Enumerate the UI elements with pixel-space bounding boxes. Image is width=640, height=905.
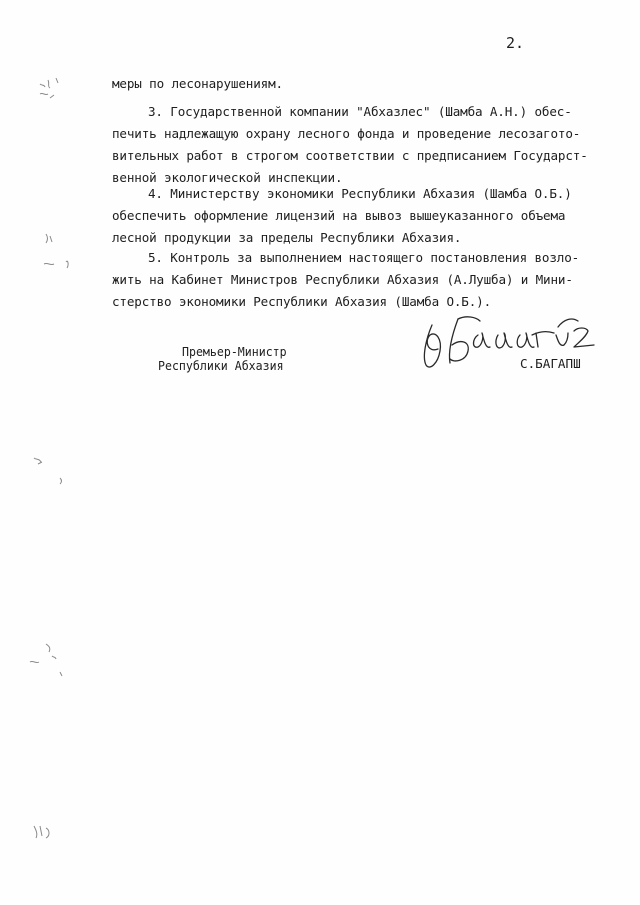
margin-scan-mark bbox=[30, 820, 70, 850]
body-line-9: 5. Контроль за выполнением настоящего постановления возло- bbox=[148, 250, 580, 265]
page-number: 2. bbox=[506, 34, 525, 52]
signatory-title-line2: Республики Абхазия bbox=[158, 358, 284, 373]
body-line-11: стерство экономики Республики Абхазия (Шамба О.Б.). bbox=[112, 294, 492, 309]
body-line-6: 4. Министерству экономики Республики Абхазия (Шамба О.Б.) bbox=[148, 186, 572, 201]
body-line-5: венной экологической инспекции. bbox=[112, 170, 343, 185]
margin-scan-mark bbox=[40, 228, 80, 278]
body-line-7: обеспечить оформление лицензий на вывоз вышеуказанного объема bbox=[112, 208, 566, 223]
body-line-3: печить надлежащую охрану лесного фонда и проведение лесозагото- bbox=[112, 126, 581, 141]
body-line-10: жить на Кабинет Министров Республики Абхазия (А.Лушба) и Мини- bbox=[112, 272, 573, 287]
margin-scan-mark bbox=[30, 452, 70, 488]
signatory-name: С.БАГАПШ bbox=[520, 356, 581, 371]
body-line-8: лесной продукции за пределы Республики Абхазия. bbox=[112, 230, 462, 245]
signatory-title-line1: Премьер-Министр bbox=[182, 344, 287, 359]
body-line-4: вительных работ в строгом соответствии с предписанием Государст- bbox=[112, 148, 588, 163]
margin-scan-mark bbox=[24, 640, 74, 680]
body-line-1: меры по лесонарушениям. bbox=[112, 76, 283, 91]
body-line-2: 3. Государственной компании "Абхазлес" (Шамба А.Н.) обес- bbox=[148, 104, 572, 119]
margin-scan-mark bbox=[34, 76, 74, 106]
handwritten-signature bbox=[418, 305, 618, 377]
